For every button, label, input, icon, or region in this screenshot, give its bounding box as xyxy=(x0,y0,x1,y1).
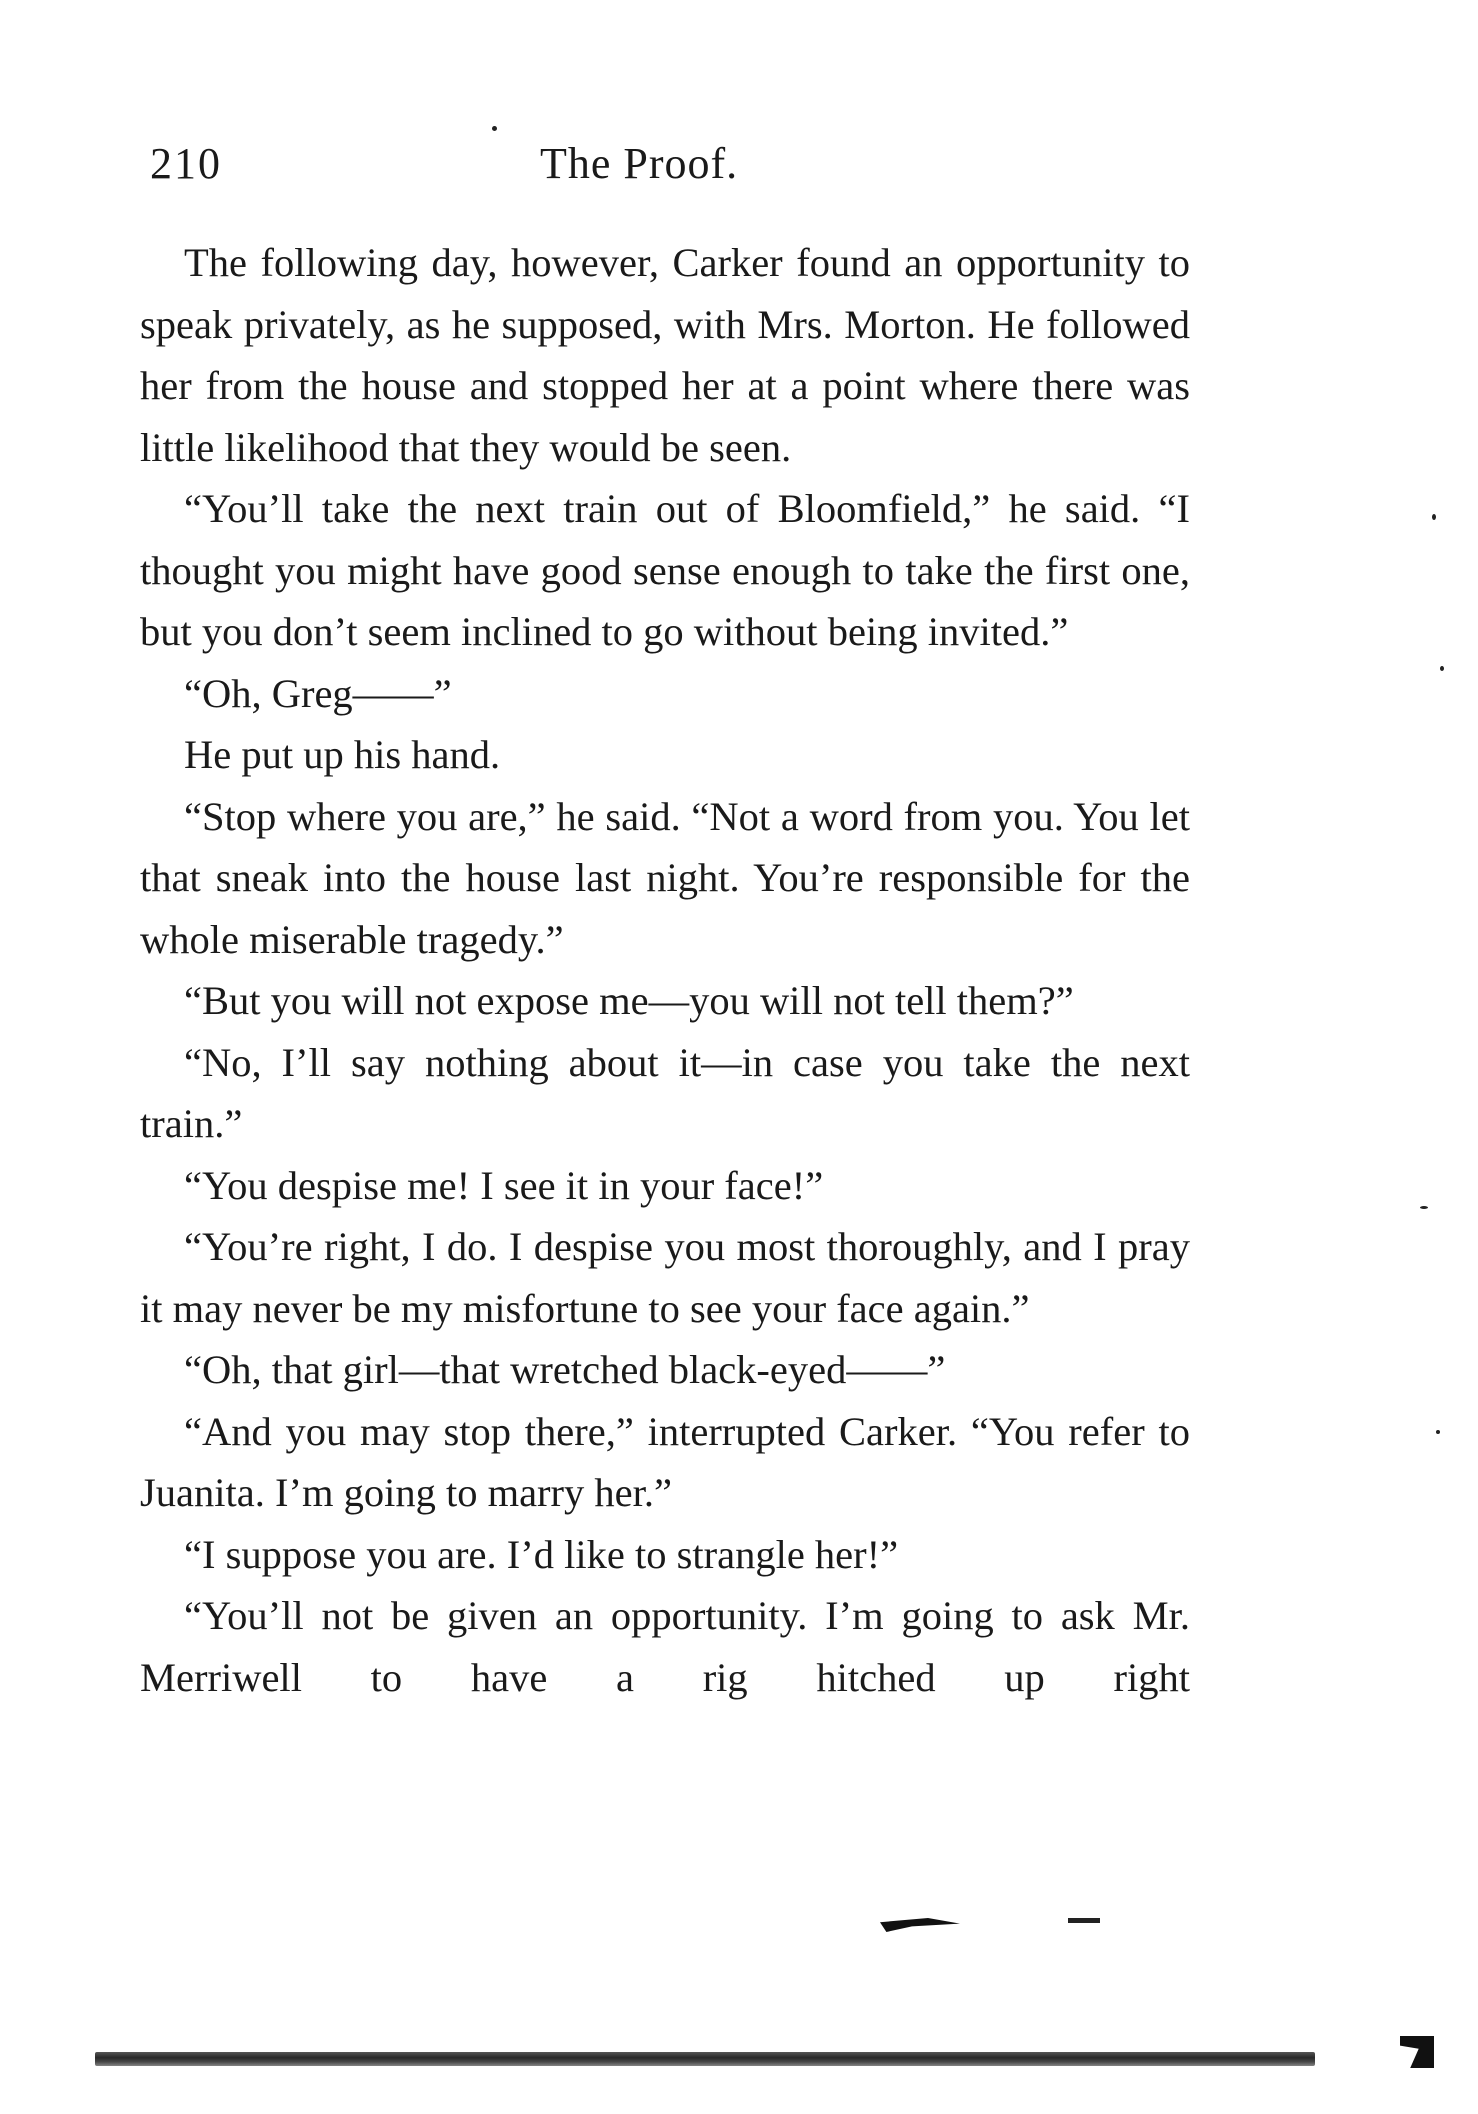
print-speck xyxy=(492,126,497,131)
running-title: The Proof. xyxy=(540,139,739,188)
paragraph: “Stop where you are,” he said. “Not a word from you. You let that sneak into the house last night. You’re responsible for the whole miserable tragedy.” xyxy=(140,793,1190,962)
ink-blot xyxy=(1068,1918,1100,1923)
print-speck xyxy=(1440,666,1444,671)
page-header xyxy=(150,138,1190,198)
paragraph: “I suppose you are. I’d like to strangle her!” xyxy=(184,1531,899,1577)
paragraph: “You’ll take the next train out of Bloomfield,” he said. “I thought you might have good sense enough to take the first one, but you don’t seem inclined to go without being invited.” xyxy=(140,486,1190,654)
page-number: 210 xyxy=(150,139,222,188)
paragraph: “You’re right, I do. I despise you most thoroughly, and I pray it may never be my misfortune to see your face again.” xyxy=(140,1224,1190,1331)
rule-end-mark xyxy=(1400,2036,1434,2068)
bottom-rule xyxy=(95,2052,1315,2066)
body-text xyxy=(140,232,1190,1708)
print-speck xyxy=(1432,514,1436,520)
print-speck xyxy=(1420,1206,1428,1209)
print-speck xyxy=(1436,1430,1440,1434)
paragraph: “And you may stop there,” interrupted Carker. “You refer to Juanita. I’m going to marry her.” xyxy=(140,1408,1190,1515)
paragraph: He put up his hand. xyxy=(184,732,501,777)
paragraph: “You despise me! I see it in your face!” xyxy=(184,1162,824,1208)
paragraph: The following day, however, Carker found an opportunity to speak privately, as he supposed, with Mrs. Morton. He followed her from the house and stopped her at a point where there was little likelihood that they would be seen. xyxy=(140,240,1190,470)
ink-blot xyxy=(880,1918,960,1932)
paragraph: “No, I’ll say nothing about it—in case you take the next train.” xyxy=(140,1039,1190,1146)
paragraph: “Oh, that girl—that wretched black-eyed——” xyxy=(184,1347,946,1392)
paragraph: “You’ll not be given an opportunity. I’m going to ask Mr. Merriwell to have a rig hitched up right xyxy=(140,1593,1190,1700)
paragraph: “But you will not expose me—you will not tell them?” xyxy=(184,978,1074,1023)
paragraph: “Oh, Greg——” xyxy=(184,670,452,716)
